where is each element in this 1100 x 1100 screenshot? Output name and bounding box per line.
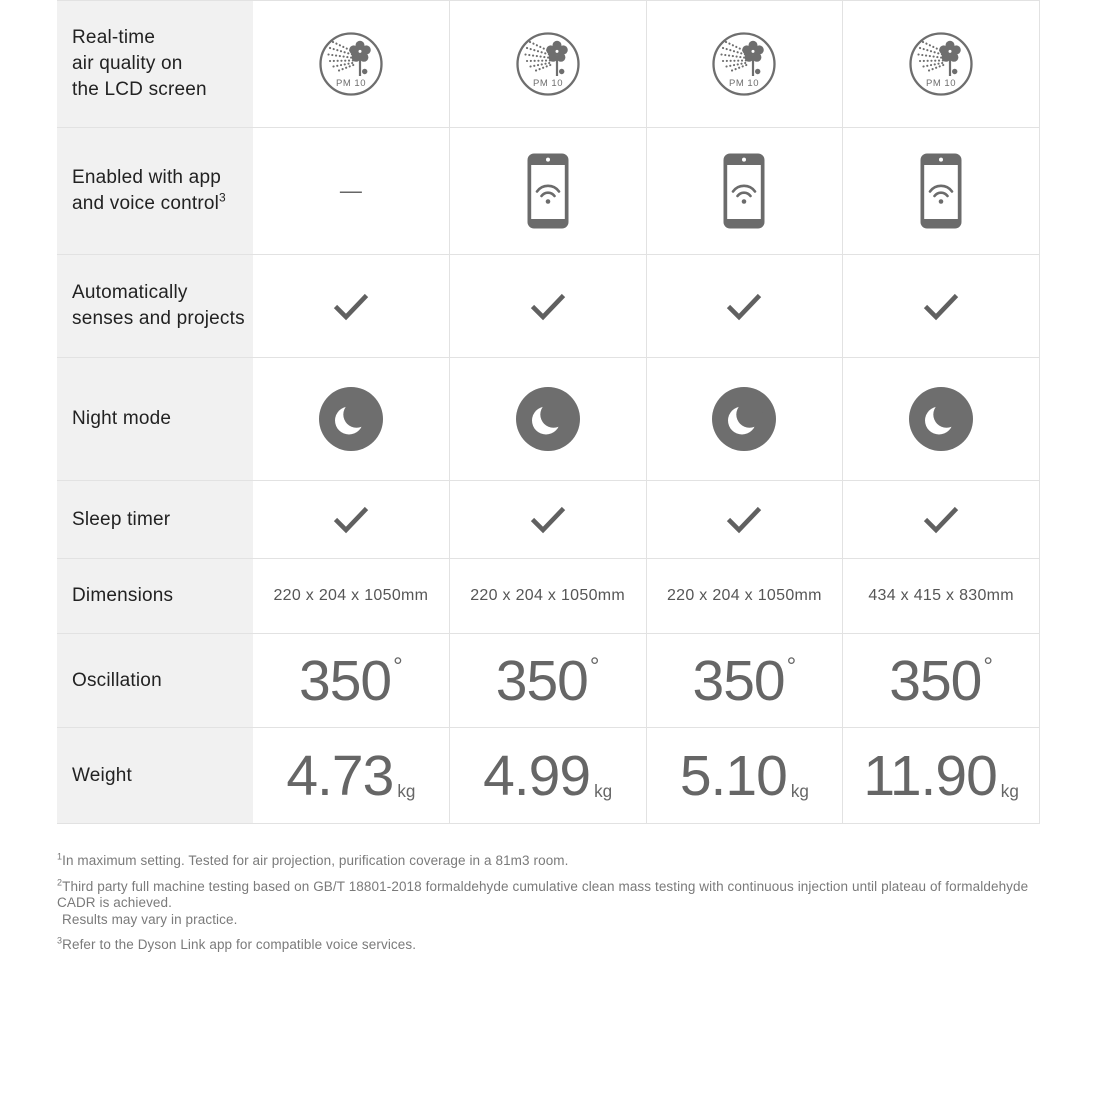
cell-app-control-col3 <box>646 128 843 254</box>
row-label-night-mode <box>57 358 253 480</box>
oscillation-value: 350 ° <box>299 648 403 713</box>
dimensions-value: 220 x 204 x 1050mm <box>666 587 822 604</box>
smartphone-wifi-icon <box>526 152 570 230</box>
cell-app-control-col4 <box>842 128 1040 254</box>
table-row-dimensions <box>57 559 1040 634</box>
row-label-line: Night mode <box>72 408 172 429</box>
checkmark-icon <box>332 292 370 321</box>
footnote-2: $^2$Third party full machine testing based on GB/T 18801-2018 formaldehyde cumulative clean mass testing with continuous injection until plateau of formaldehyde CADR is achieved. Results may vary in practice. <box>57 879 1040 929</box>
row-label-line: Sleep timer <box>72 508 171 530</box>
table-row-oscillation <box>57 634 1040 728</box>
cell-air-quality-col3 <box>646 1 843 127</box>
row-label-line: Weight <box>72 764 132 786</box>
table-row-sleep-timer <box>57 481 1040 559</box>
cell-night-mode-col3 <box>646 358 843 480</box>
cell-oscillation-col2 <box>449 634 646 727</box>
footnote-2-line2: Results may vary in practice. <box>62 911 238 927</box>
checkmark-icon <box>529 505 567 534</box>
degree-symbol: ° <box>786 653 797 681</box>
checkmark-icon <box>922 292 960 321</box>
night-mode-moon-icon <box>319 387 383 451</box>
pm10-icon-label: PM 10 <box>532 78 563 89</box>
row-label-line: Enabled with app <box>72 167 221 188</box>
pm10-air-quality-icon <box>908 31 974 97</box>
row-label-line: Automatically <box>72 282 188 303</box>
table-row-auto-senses <box>57 255 1040 358</box>
oscillation-value: 350 ° <box>692 648 797 713</box>
cell-night-mode-col1 <box>253 358 449 480</box>
oscillation-value: 350 ° <box>495 648 600 713</box>
cell-night-mode-col2 <box>449 358 646 480</box>
checkmark-icon <box>725 505 763 534</box>
cell-auto-senses-col1 <box>253 255 449 357</box>
weight-value: 11.90 kg <box>863 743 1019 808</box>
footnote-1-sup: 1 <box>57 851 63 862</box>
night-mode-moon-icon <box>516 387 580 451</box>
smartphone-wifi-icon <box>919 152 963 230</box>
not-available-dash: — <box>339 178 362 203</box>
cell-app-control-col1 <box>253 128 449 254</box>
pm10-icon-label: PM 10 <box>926 78 957 89</box>
row-label-sleep-timer <box>57 481 253 558</box>
kg-unit: kg <box>594 782 613 802</box>
table-row-night-mode <box>57 358 1040 481</box>
row-label-dimensions <box>57 559 253 633</box>
checkmark-icon <box>922 505 960 534</box>
cell-weight-col4 <box>842 728 1040 823</box>
cell-app-control-col2 <box>449 128 646 254</box>
cell-sleep-timer-col2 <box>449 481 646 558</box>
weight-value: 4.73 kg <box>286 743 416 808</box>
cell-air-quality-col4 <box>842 1 1040 127</box>
row-label-weight <box>57 728 253 823</box>
footnotes <box>57 853 1040 963</box>
cell-weight-col2 <box>449 728 646 823</box>
row-label-line: Real-time <box>72 27 156 48</box>
degree-symbol: ° <box>393 653 403 681</box>
cell-dimensions-col2 <box>449 559 646 633</box>
cell-weight-col1 <box>253 728 449 823</box>
footnote-3: $^3$Refer to the Dyson Link app for compatible voice services. <box>57 935 417 952</box>
cell-auto-senses-col2 <box>449 255 646 357</box>
footnote-2-sup: 2 <box>57 877 63 887</box>
dimensions-value: 220 x 204 x 1050mm <box>273 587 429 604</box>
cell-dimensions-col4 <box>842 559 1040 633</box>
row-label-line: Dimensions <box>72 585 174 606</box>
cell-air-quality-col1 <box>253 1 449 127</box>
row-label-auto-senses <box>57 255 253 357</box>
row-label-oscillation <box>57 634 253 727</box>
dimensions-value: 434 x 415 x 830mm <box>868 587 1014 604</box>
table-row-app-control <box>57 128 1040 255</box>
cell-sleep-timer-col4 <box>842 481 1040 558</box>
cell-night-mode-col4 <box>842 358 1040 480</box>
cell-oscillation-col4 <box>842 634 1040 727</box>
kg-unit: kg <box>1000 782 1019 802</box>
cell-oscillation-col1 <box>253 634 449 727</box>
pm10-air-quality-icon <box>318 31 384 97</box>
pm10-air-quality-icon <box>515 31 581 97</box>
row-label-line: senses and projects <box>72 308 245 329</box>
weight-value: 5.10 kg <box>679 743 809 808</box>
table-row-air-quality <box>57 1 1040 128</box>
cell-oscillation-col3 <box>646 634 843 727</box>
kg-unit: kg <box>397 782 416 802</box>
pm10-air-quality-icon <box>711 31 777 97</box>
row-label-app-control <box>57 128 253 254</box>
row-label-line: and voice control$^3$ <box>72 190 226 214</box>
cell-auto-senses-col3 <box>646 255 843 357</box>
row-label-line: Oscillation <box>72 669 162 691</box>
dimensions-value: 220 x 204 x 1050mm <box>470 587 626 604</box>
pm10-icon-label: PM 10 <box>729 78 760 89</box>
degree-symbol: ° <box>983 653 993 681</box>
table-row-weight <box>57 728 1040 824</box>
degree-symbol: ° <box>589 653 600 681</box>
footnote-ref-3: 3 <box>219 190 226 205</box>
row-label-line: the LCD screen <box>72 79 207 100</box>
pm10-icon-label: PM 10 <box>335 78 366 89</box>
smartphone-wifi-icon <box>722 152 766 230</box>
weight-value: 4.99 kg <box>483 743 613 808</box>
cell-sleep-timer-col3 <box>646 481 843 558</box>
cell-auto-senses-col4 <box>842 255 1040 357</box>
comparison-table <box>57 0 1040 824</box>
checkmark-icon <box>725 292 763 321</box>
checkmark-icon <box>332 505 370 534</box>
night-mode-moon-icon <box>712 387 776 451</box>
night-mode-moon-icon <box>909 387 973 451</box>
cell-sleep-timer-col1 <box>253 481 449 558</box>
footnote-3-sup: 3 <box>57 935 63 946</box>
cell-dimensions-col1 <box>253 559 449 633</box>
checkmark-icon <box>529 292 567 321</box>
cell-air-quality-col2 <box>449 1 646 127</box>
oscillation-value: 350 ° <box>889 648 993 713</box>
row-label-line: air quality on <box>72 53 183 74</box>
cell-weight-col3 <box>646 728 843 823</box>
cell-dimensions-col3 <box>646 559 843 633</box>
kg-unit: kg <box>790 782 809 802</box>
footnote-1: $^1$In maximum setting. Tested for air projection, purification coverage in a 81m3 room. <box>57 851 569 868</box>
row-label-air-quality <box>57 1 253 127</box>
